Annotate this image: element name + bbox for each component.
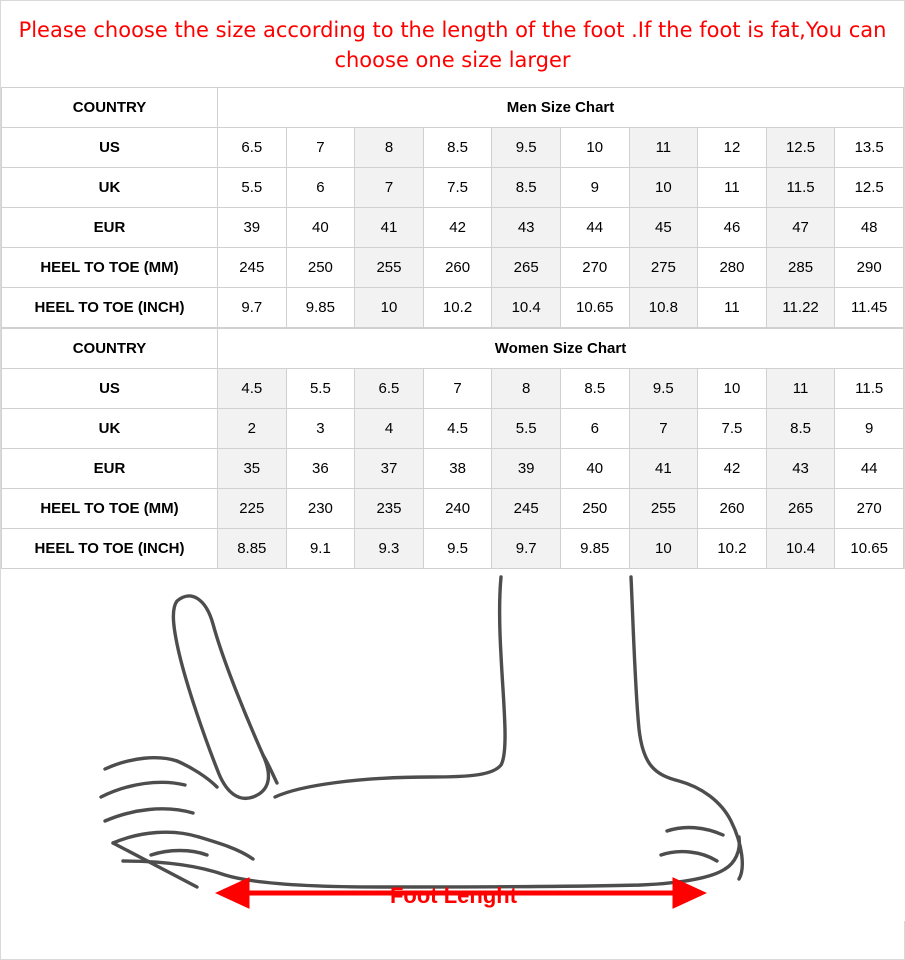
table-row <box>2 248 904 288</box>
cell: 12.5 <box>766 128 835 168</box>
cell: 5.5 <box>218 168 287 208</box>
cell: 9.5 <box>629 369 698 409</box>
cell: 9.3 <box>355 529 424 569</box>
cell: 250 <box>286 248 355 288</box>
cell: 9.7 <box>218 288 287 328</box>
cell: 6.5 <box>218 128 287 168</box>
cell: 13.5 <box>835 128 904 168</box>
cell: 11.45 <box>835 288 904 328</box>
table-row <box>2 529 904 569</box>
cell: 5.5 <box>286 369 355 409</box>
cell: 11.5 <box>766 168 835 208</box>
cell: 8.5 <box>423 128 492 168</box>
cell: 39 <box>218 208 287 248</box>
men-size-chart-title: Men Size Chart <box>218 88 904 128</box>
cell: 10.2 <box>423 288 492 328</box>
table-header-row <box>2 329 904 369</box>
row-label: HEEL TO TOE (MM) <box>2 248 218 288</box>
cell: 9.85 <box>286 288 355 328</box>
cell: 10.4 <box>766 529 835 569</box>
cell: 40 <box>286 208 355 248</box>
table-row <box>2 208 904 248</box>
row-label: UK <box>2 409 218 449</box>
table-row <box>2 449 904 489</box>
cell: 255 <box>355 248 424 288</box>
cell: 225 <box>218 489 287 529</box>
cell: 9.5 <box>492 128 561 168</box>
women-size-chart-title: Women Size Chart <box>218 329 904 369</box>
country-header-cell: COUNTRY <box>2 88 218 128</box>
cell: 265 <box>766 489 835 529</box>
row-label: HEEL TO TOE (INCH) <box>2 288 218 328</box>
cell: 8.5 <box>766 409 835 449</box>
cell: 10 <box>629 529 698 569</box>
table-header-row <box>2 88 904 128</box>
cell: 11 <box>766 369 835 409</box>
cell: 8.5 <box>560 369 629 409</box>
row-label: UK <box>2 168 218 208</box>
men-size-chart-table <box>1 87 904 328</box>
cell: 9.7 <box>492 529 561 569</box>
table-row <box>2 369 904 409</box>
cell: 43 <box>766 449 835 489</box>
cell: 12 <box>698 128 767 168</box>
cell: 260 <box>698 489 767 529</box>
cell: 11.22 <box>766 288 835 328</box>
table-row <box>2 489 904 529</box>
cell: 9.5 <box>423 529 492 569</box>
cell: 4.5 <box>218 369 287 409</box>
cell: 270 <box>835 489 904 529</box>
table-row <box>2 288 904 328</box>
cell: 47 <box>766 208 835 248</box>
foot-length-diagram <box>1 569 905 921</box>
cell: 42 <box>423 208 492 248</box>
cell: 270 <box>560 248 629 288</box>
cell: 10 <box>560 128 629 168</box>
cell: 46 <box>698 208 767 248</box>
cell: 6 <box>560 409 629 449</box>
cell: 7.5 <box>423 168 492 208</box>
cell: 2 <box>218 409 287 449</box>
cell: 4 <box>355 409 424 449</box>
cell: 7.5 <box>698 409 767 449</box>
cell: 42 <box>698 449 767 489</box>
cell: 6 <box>286 168 355 208</box>
cell: 40 <box>560 449 629 489</box>
foot-outline <box>101 577 742 887</box>
cell: 7 <box>629 409 698 449</box>
cell: 8.5 <box>492 168 561 208</box>
cell: 235 <box>355 489 424 529</box>
cell: 43 <box>492 208 561 248</box>
cell: 36 <box>286 449 355 489</box>
cell: 44 <box>560 208 629 248</box>
cell: 41 <box>629 449 698 489</box>
cell: 48 <box>835 208 904 248</box>
cell: 3 <box>286 409 355 449</box>
cell: 39 <box>492 449 561 489</box>
cell: 44 <box>835 449 904 489</box>
cell: 8 <box>492 369 561 409</box>
cell: 6.5 <box>355 369 424 409</box>
cell: 9.85 <box>560 529 629 569</box>
row-label: US <box>2 369 218 409</box>
cell: 280 <box>698 248 767 288</box>
row-label: EUR <box>2 208 218 248</box>
cell: 240 <box>423 489 492 529</box>
cell: 4.5 <box>423 409 492 449</box>
country-header-cell: COUNTRY <box>2 329 218 369</box>
cell: 10.2 <box>698 529 767 569</box>
row-label: US <box>2 128 218 168</box>
row-label: EUR <box>2 449 218 489</box>
cell: 9 <box>835 409 904 449</box>
cell: 38 <box>423 449 492 489</box>
cell: 11 <box>629 128 698 168</box>
cell: 37 <box>355 449 424 489</box>
cell: 10.4 <box>492 288 561 328</box>
row-label: HEEL TO TOE (MM) <box>2 489 218 529</box>
cell: 11 <box>698 168 767 208</box>
table-row <box>2 409 904 449</box>
cell: 10 <box>629 168 698 208</box>
cell: 5.5 <box>492 409 561 449</box>
foot-length-caption: Foot Lenght <box>389 883 518 908</box>
cell: 45 <box>629 208 698 248</box>
foot-illustration-svg <box>1 569 905 921</box>
cell: 8 <box>355 128 424 168</box>
cell: 260 <box>423 248 492 288</box>
cell: 12.5 <box>835 168 904 208</box>
table-row <box>2 168 904 208</box>
cell: 35 <box>218 449 287 489</box>
cell: 230 <box>286 489 355 529</box>
cell: 11.5 <box>835 369 904 409</box>
cell: 255 <box>629 489 698 529</box>
cell: 8.85 <box>218 529 287 569</box>
cell: 9 <box>560 168 629 208</box>
cell: 290 <box>835 248 904 288</box>
cell: 7 <box>286 128 355 168</box>
cell: 10.65 <box>560 288 629 328</box>
cell: 9.1 <box>286 529 355 569</box>
table-row <box>2 128 904 168</box>
cell: 10.8 <box>629 288 698 328</box>
cell: 10 <box>355 288 424 328</box>
row-label: HEEL TO TOE (INCH) <box>2 529 218 569</box>
cell: 245 <box>492 489 561 529</box>
cell: 7 <box>355 168 424 208</box>
cell: 10.65 <box>835 529 904 569</box>
sizing-notice: Please choose the size according to the length of the foot .If the foot is fat,You can choose one size larger <box>18 18 887 72</box>
cell: 265 <box>492 248 561 288</box>
cell: 7 <box>423 369 492 409</box>
cell: 250 <box>560 489 629 529</box>
cell: 41 <box>355 208 424 248</box>
cell: 245 <box>218 248 287 288</box>
cell: 285 <box>766 248 835 288</box>
cell: 275 <box>629 248 698 288</box>
women-size-chart-table <box>1 328 904 569</box>
cell: 11 <box>698 288 767 328</box>
cell: 10 <box>698 369 767 409</box>
